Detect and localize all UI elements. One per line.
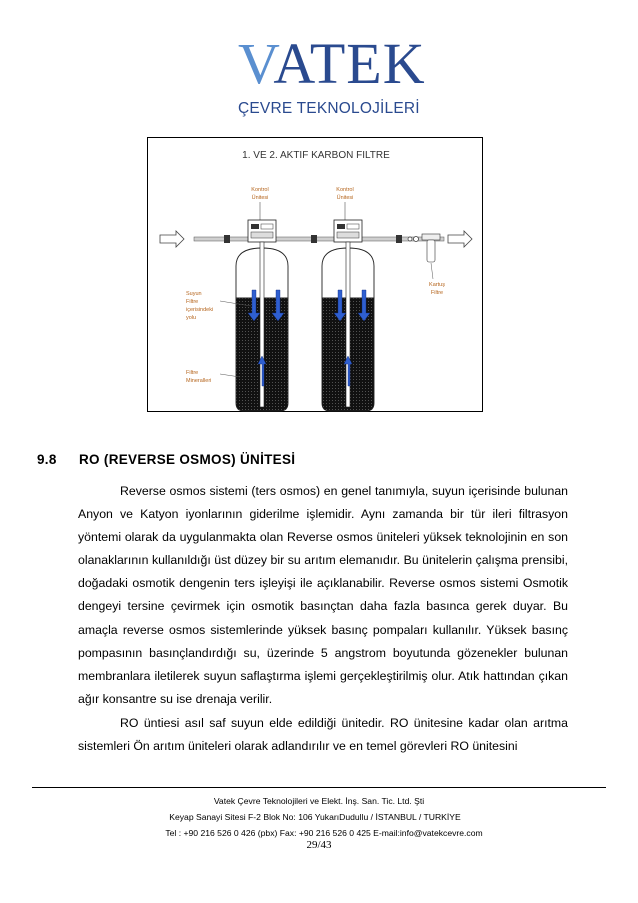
- activated-carbon-filter-diagram: [147, 137, 483, 412]
- section-title: RO (REVERSE OSMOS) ÜNİTESİ: [79, 452, 296, 467]
- cartridge-filter-housing: [427, 240, 435, 262]
- filter-tank-2: [322, 220, 374, 411]
- outlet-arrow-icon: [448, 231, 472, 247]
- footer-contact: Tel : +90 216 526 0 426 (pbx) Fax: +90 216 526 0 425 E-mail:info@vatekcevre.com: [165, 828, 483, 838]
- footer-company: Vatek Çevre Teknolojileri ve Elekt. İnş. San. Tic. Ltd. Şti: [213, 796, 425, 806]
- control-unit-2-label-line1: Kontrol: [336, 187, 354, 193]
- pipe-valve-1: [224, 235, 230, 243]
- paragraph: Reverse osmos sistemi (ters osmos) en genel tanımıyla, suyun içerisinde bulunan Anyon ve Katyon iyonlarının giderilme işlemidir. Aynı zamanda bir tür ileri filtrasyon yöntemi olarak da uygulanmakta olan Reverse osmos üniteleri yüksek teknolojinin en son olanaklarının kullanıldığı üst düzey bir su arıtım elemanıdır. Bu ünitelerin çalışma prensibi, doğadaki osmotik dengenin ters işleyişi ile açıklanabilir. Reverse osmos sistemi Osmotik dengeyi tersine çevirmek için osmotik basınçtan daha fazla basınca gerek duyar. Bu amaçla reverse osmos sistemlerinde yüksek basınç pompaları kullanılır. Yüksek basınç pompasının basınçlandırdığı su, üzerinde 5 angstrom boyutunda gözenekler bulunan membranlara iletilerek suyun saflaştırma işlemi gerçekleştirilmiş olur. Atık hattından çıkan ağır konsantre su ise drenaja verilir.: [78, 484, 568, 706]
- filter-media-label-line2: Mineralleri: [186, 378, 212, 384]
- control-unit-1: [248, 220, 276, 242]
- water-path-label-line1: Suyun: [186, 291, 202, 297]
- main-pipe: [194, 237, 444, 241]
- control-unit-1-label-line2: Ünitesi: [251, 195, 269, 201]
- cartridge-head: [422, 234, 440, 240]
- body-text: [78, 480, 568, 758]
- logo-subtitle: ÇEVRE TEKNOLOJİLERİ: [238, 100, 420, 117]
- cartridge-filter-label-line1: Kartuş: [429, 282, 445, 288]
- pipe-valve-2: [311, 235, 317, 243]
- filter-tank-1: [236, 220, 288, 411]
- footer-divider: [32, 787, 606, 788]
- filter-diagram-svg: [148, 138, 484, 413]
- control-unit-1-label-line1: Kontrol: [251, 187, 269, 193]
- diagram-title: 1. VE 2. AKTIF KARBON FILTRE: [242, 150, 390, 161]
- footer-address: Keyap Sanayi Sitesi F-2 Blok No: 106 YukarıDudullu / İSTANBUL / TURKİYE: [169, 812, 461, 822]
- pipe-fitting-1: [414, 237, 419, 242]
- cartridge-filter-label-line2: Filtre: [430, 290, 444, 296]
- logo-wordmark: VATEK: [238, 31, 426, 96]
- page-number: 29/43: [306, 839, 332, 851]
- pipe-valve-3: [396, 235, 402, 243]
- control-unit-2: [334, 220, 362, 242]
- pipe-fitting-2: [408, 237, 412, 241]
- inlet-arrow-icon: [160, 231, 184, 247]
- filter-media-label-line1: Filtre: [186, 370, 199, 376]
- water-path-label-line3: içerisindeki: [186, 307, 214, 313]
- water-path-label-line2: Filtre: [186, 299, 199, 305]
- water-path-label-line4: yolu: [186, 315, 197, 321]
- section-number: 9.8: [37, 452, 57, 467]
- vatek-logo: [230, 31, 426, 124]
- cartridge-pointer: [431, 263, 433, 279]
- control-unit-2-label-line2: Ünitesi: [336, 195, 354, 201]
- paragraph: RO üntiesi asıl saf suyun elde edildiği ünitedir. RO ünitesine kadar olan arıtma sistemleri Ön arıtım üniteleri olarak adlandırılır ve en temel görevleri RO ünitesini: [78, 715, 568, 754]
- section-heading: [37, 452, 295, 467]
